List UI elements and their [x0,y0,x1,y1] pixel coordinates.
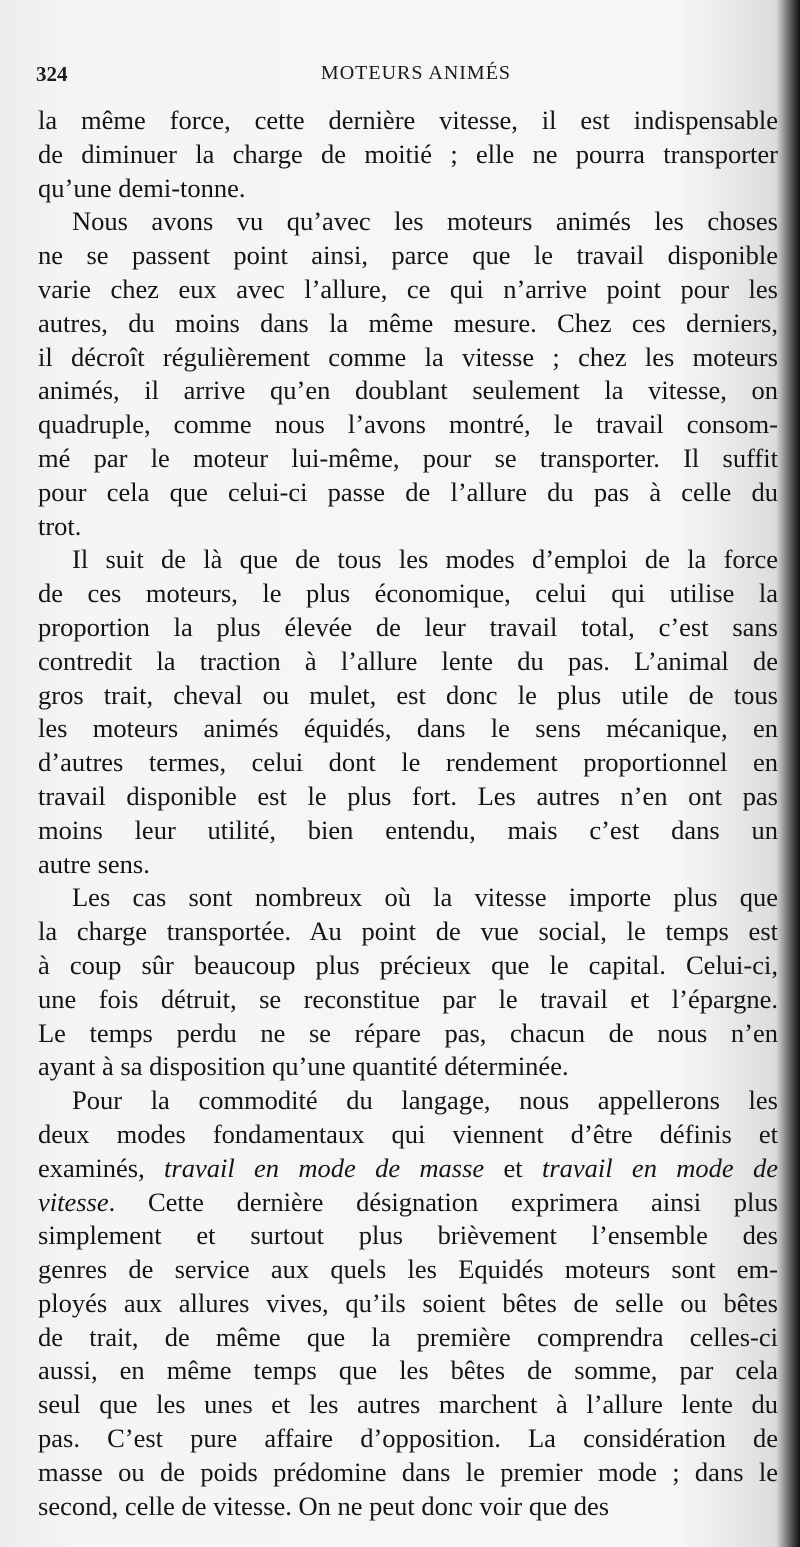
text-line [38,1287,778,1321]
paragraph [38,881,778,1084]
paragraph [38,104,778,205]
running-title: MOTEURS ANIMÉS [320,62,512,84]
text-run: ployés aux allures vives, qu’ils soient bêtes de selle ou bêtes [38,1287,778,1318]
paragraph [38,205,778,543]
text-line: autres, du moins dans la même mesure. Chez ces derniers, [38,307,778,338]
italic-term: travail en mode de [541,1152,778,1183]
text-line [38,1253,778,1287]
text-line: travail disponible est le plus fort. Les autres n’en ont pas [38,780,778,811]
text-line [38,1219,778,1253]
text-line: de ces moteurs, le plus économique, celui qui utilise la [38,578,778,609]
text-line [38,1186,778,1220]
text-line: ne se passent point ainsi, parce que le travail disponible [38,240,778,271]
text-line: gros trait, cheval ou mulet, est donc le plus utile de tous [38,679,778,710]
text-line: contredit la traction à l’allure lente du pas. L’animal de [38,645,778,676]
italic-term: vitesse [38,1186,109,1217]
text-line: proportion la plus élevée de leur travail total, c’est sans [38,611,778,642]
text-line [38,1456,778,1490]
text-line: de diminuer la charge de moitié ; elle ne pourra transporter [38,138,778,169]
text-line: animés, il arrive qu’en doublant seulement la vitesse, on [38,375,778,406]
text-line: à coup sûr beaucoup plus précieux que le capital. Celui-ci, [38,949,778,980]
text-line: il décroît régulièrement comme la vitesse ; chez les moteurs [38,341,778,372]
text-line: Nous avons vu qu’avec les moteurs animés les choses [72,206,778,237]
text-line: d’autres termes, celui dont le rendement proportionnel en [38,747,778,778]
text-line: varie chez eux avec l’allure, ce qui n’arrive point pour les [38,273,778,304]
page-header [36,62,776,92]
text-line: trot. [38,510,82,541]
text-run: deux modes fondamentaux qui viennent d’être définis et [38,1118,778,1149]
text-line: Le temps perdu ne se répare pas, chacun de nous n’en [38,1017,778,1048]
text-run: seul que les unes et les autres marchent à l’allure lente du [38,1389,778,1420]
text-line: qu’une demi-tonne. [38,172,246,203]
text-line: les moteurs animés équidés, dans le sens mécanique, en [38,713,778,744]
text-line: quadruple, comme nous l’avons montré, le travail consom- [38,409,778,440]
text-run: de trait, de même que la première comprendra celles-ci [38,1321,778,1352]
text-run: Pour la commodité du langage, nous appellerons les [72,1085,778,1116]
text-run: examinés, [38,1152,165,1183]
text-line: mé par le moteur lui-même, pour se transporter. Il suffit [38,442,778,473]
text-line: la charge transportée. Au point de vue social, le temps est [38,916,778,947]
paragraph [38,543,778,881]
text-line: une fois détruit, se reconstitue par le travail et l’épargne. [38,983,778,1014]
body-text [38,104,778,1523]
page-number: 324 [36,62,68,86]
text-line [38,1388,778,1422]
text-run: pas. C’est pure affaire d’opposition. La considération de [38,1423,778,1454]
text-line [38,1422,778,1456]
text-line [38,1084,778,1118]
text-run: aussi, en même temps que les bêtes de somme, par cela [38,1355,778,1386]
text-line [38,1152,778,1186]
text-line: pour cela que celui-ci passe de l’allure du pas à celle du [38,476,778,507]
text-run: . Cette dernière désignation exprimera ainsi plus [108,1186,778,1217]
text-line: Il suit de là que de tous les modes d’emploi de la force [72,544,778,575]
paragraph [38,1084,778,1523]
text-line [38,1321,778,1355]
text-line: Les cas sont nombreux où la vitesse importe plus que [72,882,778,913]
text-line [38,1118,778,1152]
text-run: genres de service aux quels les Equidés moteurs sont em- [38,1254,778,1285]
text-line [38,1490,778,1524]
text-line: autre sens. [38,848,150,879]
text-line: moins leur utilité, bien entendu, mais c’est dans un [38,814,778,845]
text-run: et [484,1152,542,1183]
text-line: la même force, cette dernière vitesse, il est indispensable [38,105,778,135]
text-line: ayant à sa disposition qu’une quantité déterminée. [38,1051,569,1082]
text-run: simplement et surtout plus brièvement l’ensemble des [38,1220,778,1251]
text-run: masse ou de poids prédomine dans le premier mode ; dans le [38,1456,778,1487]
italic-term: travail en mode de masse [164,1152,485,1183]
text-run: second, celle de vitesse. On ne peut donc voir que des [38,1490,610,1521]
text-line [38,1354,778,1388]
